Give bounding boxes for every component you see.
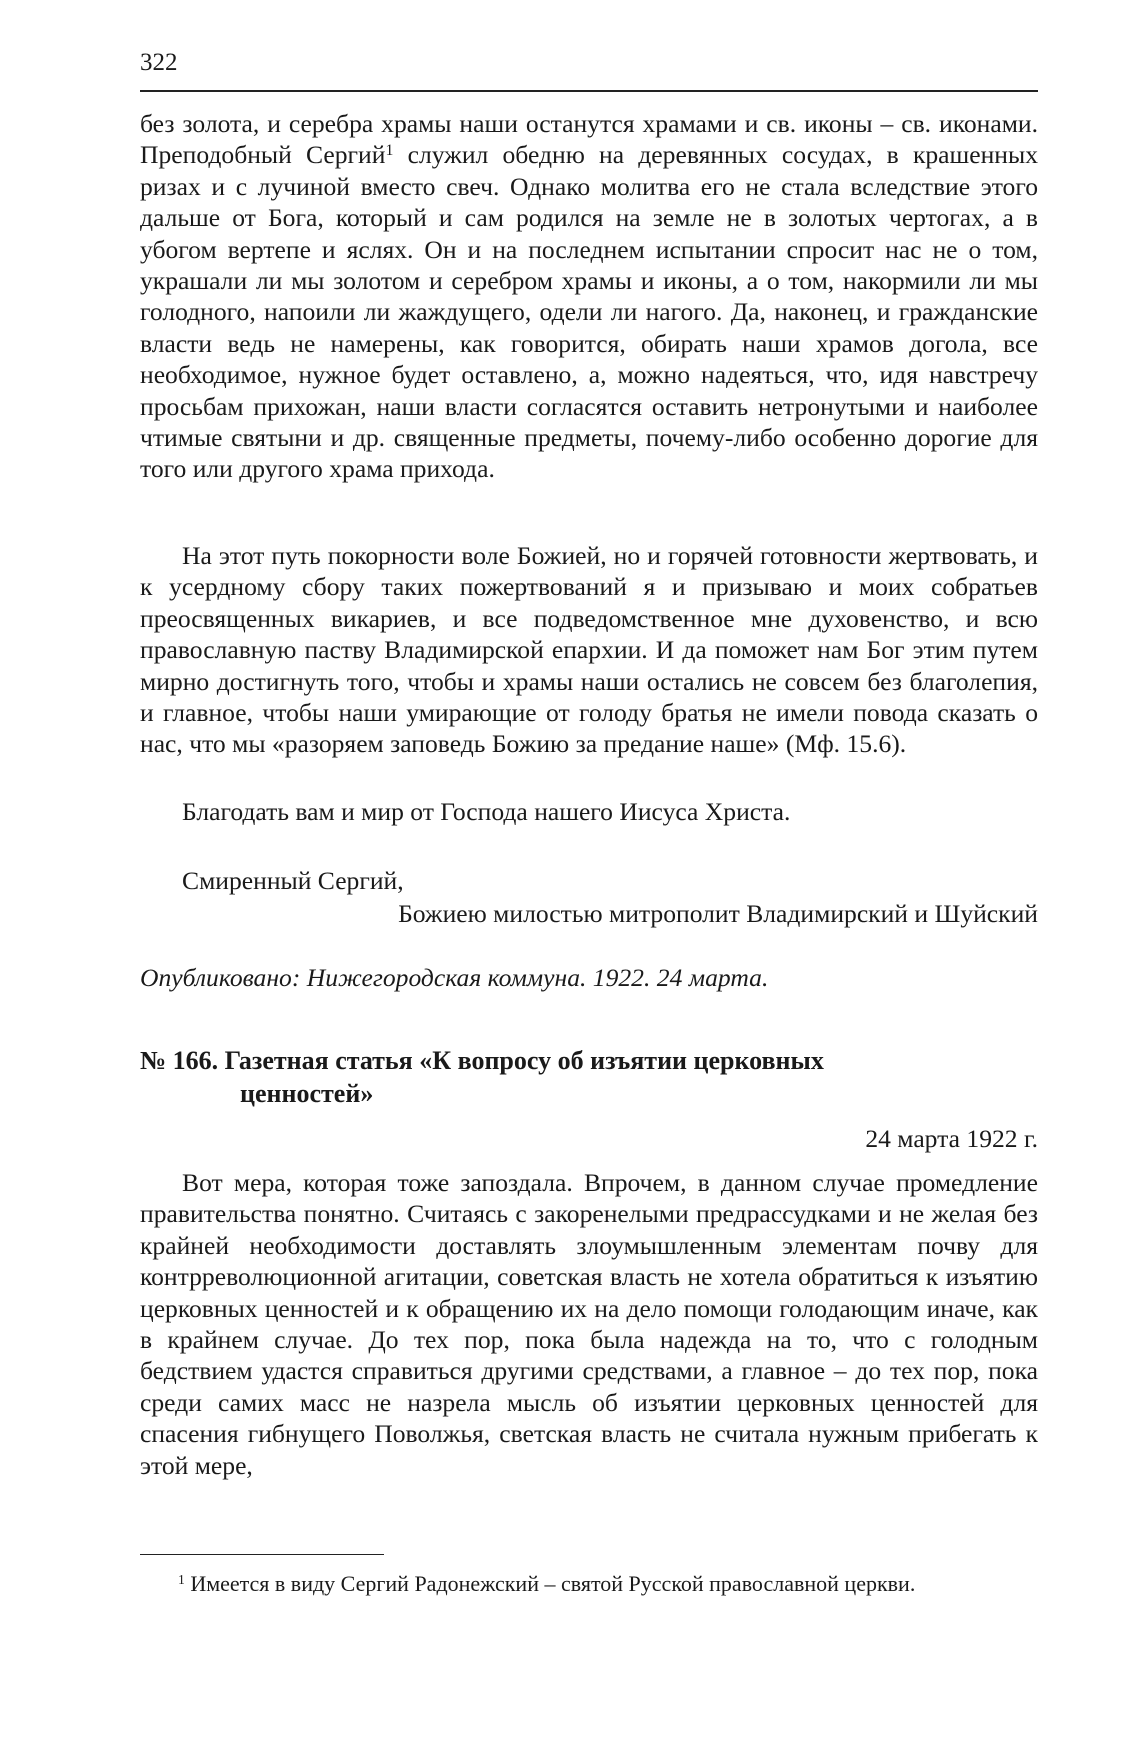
signature-name: Смиренный Сергий,	[182, 866, 404, 895]
document-date: 24 марта 1922 г.	[865, 1124, 1038, 1153]
letter-paragraph-1	[140, 108, 1038, 485]
letter-paragraph-1-text: без золота, и серебра храмы наши останутся храмами и св. иконы – св. иконами. Преподобный Сергий	[140, 109, 1038, 170]
footnote-reference[interactable]: 1	[385, 142, 394, 160]
signature-title: Божиею милостью митрополит Владимирский и Шуйский	[398, 899, 1038, 928]
footnote-marker: 1	[178, 1572, 185, 1588]
letter-closing: Благодать вам и мир от Господа нашего Иисуса Христа.	[182, 797, 791, 826]
page-number: 322	[140, 49, 178, 76]
article-paragraph-1	[140, 1167, 1038, 1481]
document-heading-line-2: ценностей»	[240, 1079, 374, 1108]
document-heading	[140, 1044, 1038, 1110]
letter-paragraph-2	[140, 540, 1038, 760]
footnote-1	[178, 1570, 915, 1598]
footnote-text: Имеется в виду Сергий Радонежский – святой Русской православной церкви.	[190, 1571, 916, 1596]
letter-paragraph-2-text: На этот путь покорности воле Божией, но и горячей готовности жертвовать, и к усердному сбору таких пожертвований я и призываю и моих собратьев преосвященных викариев, и все подведомственное мне духовенство, и всю православную паству Владимирской епархии. И да поможет нам Бог этим путем мирно достигнуть того, чтобы и храмы наши остались не совсем без благолепия, и главное, чтобы наши умирающие от голоду братья не имели повода сказать о нас, что мы «разоряем заповедь Божию за предание наше» (Мф. 15.6).	[140, 541, 1038, 759]
header-rule	[140, 90, 1038, 92]
publication-note: Опубликовано: Нижегородская коммуна. 1922. 24 марта.	[140, 963, 769, 992]
document-heading-line-1: № 166. Газетная статья «К вопросу об изъятии церковных	[140, 1046, 824, 1075]
article-paragraph-1-text: Вот мера, которая тоже запоздала. Впрочем, в данном случае промедление правительства понятно. Считаясь с закоренелыми предрассудками и не желая без крайней необходимости доставлять злоумышленным элементам почву для контрреволюционной агитации, советская власть не хотела обратиться к изъятию церковных ценностей и к обращению их на дело помощи голодающим иначе, как в крайнем случае. До тех пор, пока была надежда на то, что с голодным бедствием удастся справиться другими средствами, а главное – до тех пор, пока среди самих масс не назрела мысль об изъятии церковных ценностей для спасения гибнущего Поволжья, светская власть не считала нужным прибегать к этой мере,	[140, 1168, 1038, 1480]
footnote-rule	[140, 1554, 384, 1555]
letter-paragraph-1-continuation: служил обедню на деревянных сосудах, в крашенных ризах и с лучиной вместо свеч. Однако молитва его не стала вследствие этого дальше от Бога, который и сам родился на земле не в золотых чертогах, а в убогом вертепе и яслях. Он и на последнем испытании спросит нас не о том, украшали ли мы золотом и серебром храмы и иконы, а о том, накормили ли мы голодного, напоили ли жаждущего, одели ли нагого. Да, наконец, и гражданские власти ведь не намерены, как говорится, обирать наши храмов догола, все необходимое, нужное будет оставлено, а, можно надеяться, что, идя навстречу просьбам прихожан, наши власти согласятся оставить нетронутыми и наиболее чтимые святыни и др. священные предметы, почему-либо особенно дорогие для того или другого храма прихода.	[140, 140, 1038, 484]
